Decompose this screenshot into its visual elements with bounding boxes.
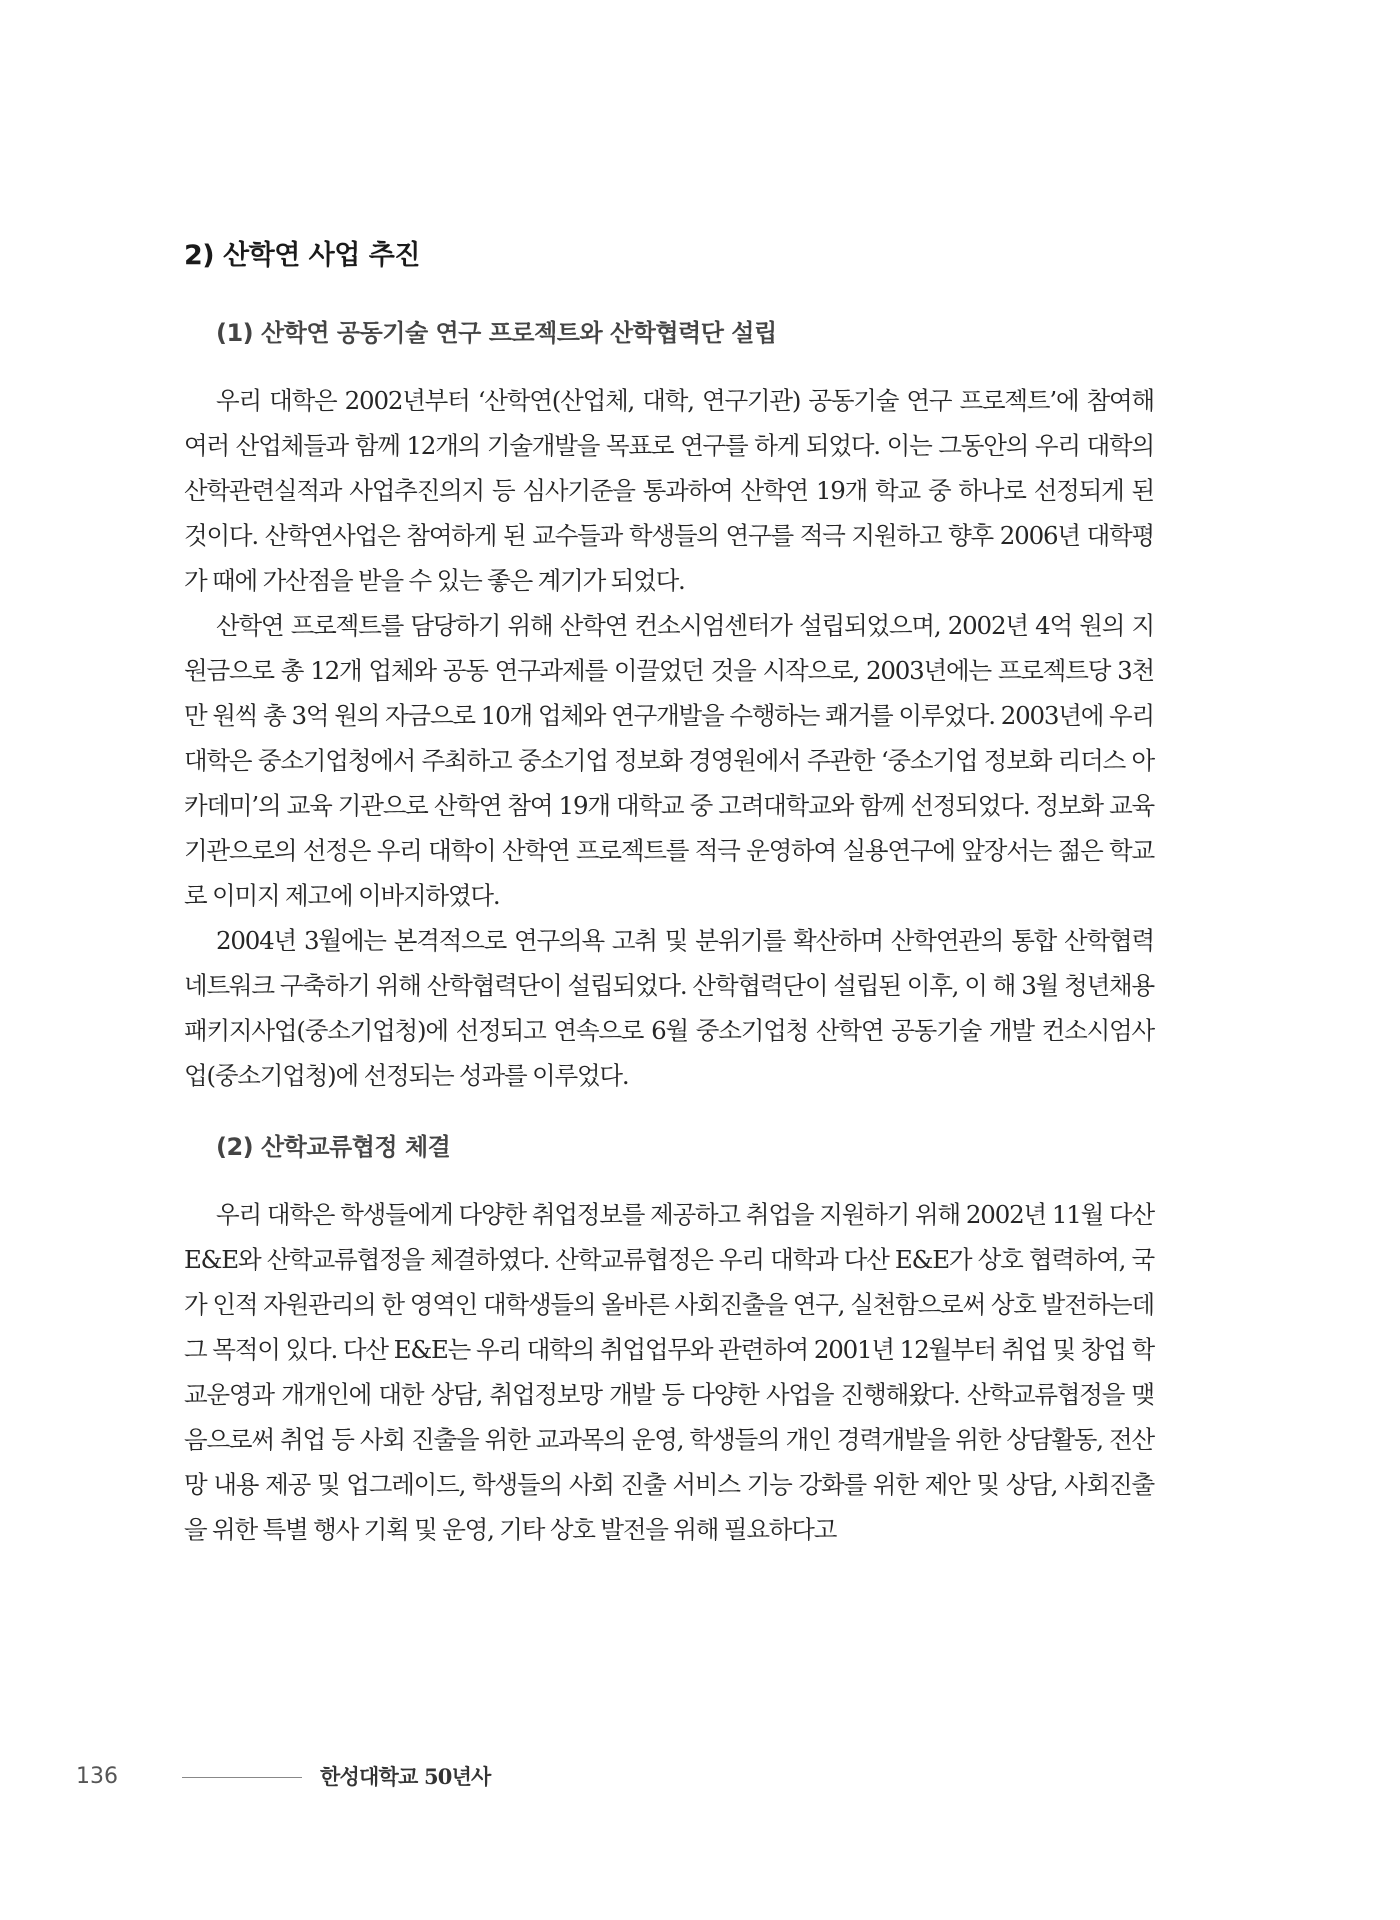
book-title: 한성대학교 50년사 bbox=[320, 1764, 491, 1789]
paragraph: 우리 대학은 학생들에게 다양한 취업정보를 제공하고 취업을 지원하기 위해 2002년 11월 다산 E&E와 산학교류협정을 체결하였다. 산학교류협정은 우리 대학과 다산 E&E가 상호 협력하여, 국가 인적 자원관리의 한 영역인 대학생들의 올바른 사회진출을 연구, 실천함으로써 상호 발전하는데 그 목적이 있다. 다산 E&E는 우리 대학의 취업업무와 관련하여 2001년 12월부터 취업 및 창업 학교운영과 개개인에 대한 상담, 취업정보망 개발 등 다양한 사업을 진행해왔다. 산학교류협정을 맺음으로써 취업 등 사회 진출을 위한 교과목의 운영, 학생들의 개인 경력개발을 위한 상담활동, 전산망 내용 제공 및 업그레이드, 학생들의 사회 진출 서비스 기능 강화를 위한 제안 및 상담, 사회진출을 위한 특별 행사 기획 및 운영, 기타 상호 발전을 위해 필요하다고 bbox=[184, 1200, 1154, 1544]
paragraph: 산학연 프로젝트를 담당하기 위해 산학연 컨소시엄센터가 설립되었으며, 2002년 4억 원의 지원금으로 총 12개 업체와 공동 연구과제를 이끌었던 것을 시작으로, 2003년에는 프로젝트당 3천만 원씩 총 3억 원의 자금으로 10개 업체와 연구개발을 수행하는 쾌거를 이루었다. 2003년에 우리 대학은 중소기업청에서 주최하고 중소기업 정보화 경영원에서 주관한 ‘중소기업 정보화 리더스 아카데미’의 교육 기관으로 산학연 참여 19개 대학교 중 고려대학교와 함께 선정되었다. 정보화 교육기관으로의 선정은 우리 대학이 산학연 프로젝트를 적극 운영하여 실용연구에 앞장서는 젊은 학교로 이미지 제고에 이바지하였다. bbox=[184, 611, 1154, 910]
section-title: 2) 산학연 사업 추진 bbox=[184, 240, 420, 271]
paragraph: 2004년 3월에는 본격적으로 연구의욕 고취 및 분위기를 확산하며 산학연관의 통합 산학협력 네트워크 구축하기 위해 산학협력단이 설립되었다. 산학협력단이 설립된 이후, 이 해 3월 청년채용패키지사업(중소기업청)에 선정되고 연속으로 6월 중소기업청 산학연 공동기술 개발 컨소시엄사업(중소기업청)에 선정되는 성과를 이루었다. bbox=[184, 926, 1154, 1090]
main-content bbox=[184, 226, 1154, 1552]
subsection-title-1: (1) 산학연 공동기술 연구 프로젝트와 산학협력단 설립 bbox=[216, 319, 777, 347]
page-footer bbox=[76, 1757, 576, 1797]
subsection-title-2: (2) 산학교류협정 체결 bbox=[216, 1133, 451, 1161]
paragraph: 우리 대학은 2002년부터 ‘산학연(산업체, 대학, 연구기관) 공동기술 연구 프로젝트’에 참여해 여러 산업체들과 함께 12개의 기술개발을 목표로 연구를 하게 되었다. 이는 그동안의 우리 대학의 산학관련실적과 사업추진의지 등 심사기준을 통과하여 산학연 19개 학교 중 하나로 선정되게 된 것이다. 산학연사업은 참여하게 된 교수들과 학생들의 연구를 적극 지원하고 향후 2006년 대학평가 때에 가산점을 받을 수 있는 좋은 계기가 되었다. bbox=[184, 386, 1154, 595]
footer-divider bbox=[182, 1777, 302, 1778]
page-number: 136 bbox=[76, 1764, 118, 1789]
